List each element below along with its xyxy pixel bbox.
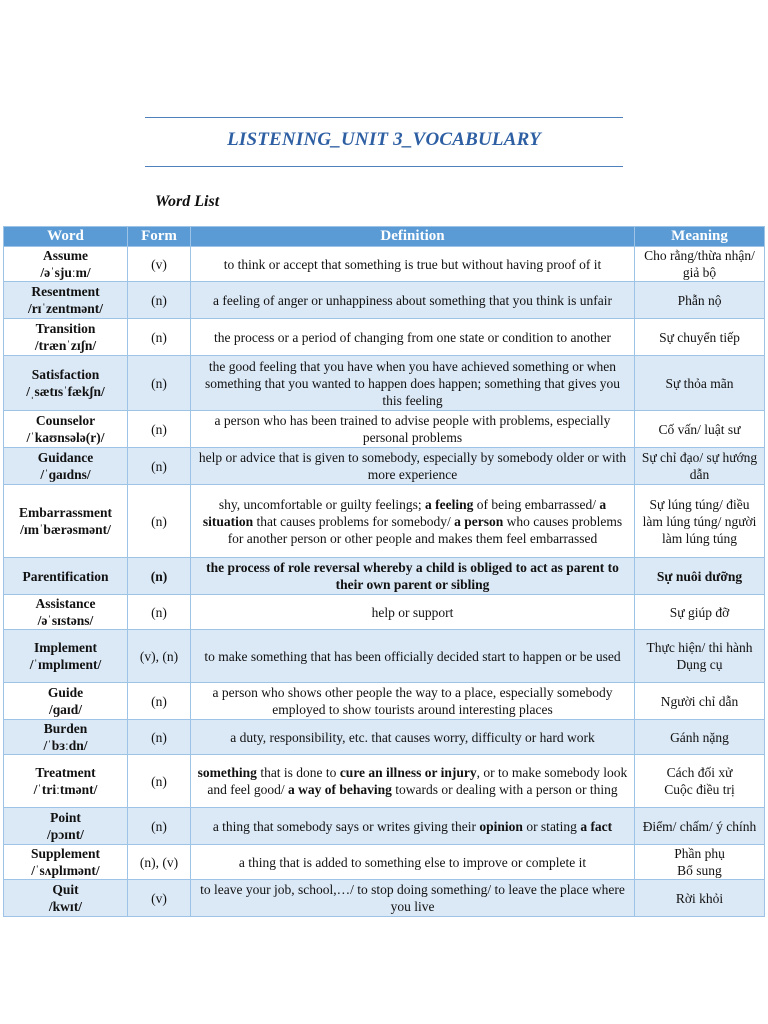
definition-keyword: a person [454, 513, 504, 529]
definition-text: a thing that somebody says or writes giving their [212, 818, 480, 834]
pronunciation-text: /ɡaɪd/ [48, 702, 83, 717]
definition-keyword: cure an illness or injury [339, 765, 477, 780]
meaning-text: Bổ sung [677, 863, 722, 878]
meaning-text: Dụng cụ [676, 657, 723, 672]
word-text: Burden [43, 721, 88, 736]
form-cell: (n) [128, 595, 191, 630]
table-header-row [4, 227, 765, 247]
definition-cell [191, 319, 635, 356]
definition-cell [191, 485, 635, 558]
table-row [4, 683, 765, 720]
meaning-cell [635, 845, 765, 880]
definition-text: of being embarrassed/ [473, 496, 600, 512]
pronunciation-text: /ˈsʌplɪmənt/ [31, 863, 100, 878]
definition-cell [191, 720, 635, 755]
meaning-text: Sự chỉ đạo/ sự hướng dẫn [641, 450, 758, 482]
definition-text: help or advice that is given to somebody, especially by somebody older or with more experience [198, 450, 627, 482]
definition-keyword: a fact [580, 818, 613, 834]
word-cell [4, 880, 128, 917]
pronunciation-text: /ˈɡaɪdns/ [40, 467, 91, 482]
meaning-text: Sự lúng túng/ điều làm lúng túng/ người làm lúng túng [642, 496, 757, 546]
meaning-cell [635, 247, 765, 282]
vocabulary-table-body [4, 247, 765, 917]
table-row [4, 630, 765, 683]
vocabulary-table [3, 226, 765, 917]
meaning-text: Sự thỏa mãn [665, 375, 734, 391]
word-text: Guidance [37, 450, 94, 465]
pronunciation-text: /kwɪt/ [48, 899, 83, 914]
definition-cell [191, 247, 635, 282]
definition-cell [191, 880, 635, 917]
title-top-rule [145, 117, 623, 118]
meaning-text: Điểm/ chấm/ ý chính [642, 818, 757, 834]
table-row [4, 755, 765, 808]
definition-text: a thing that is added to something else to improve or complete it [238, 854, 587, 870]
pronunciation-text: /əˈsɪstəns/ [37, 613, 94, 628]
word-cell [4, 683, 128, 720]
word-cell [4, 558, 128, 595]
form-cell: (n) [128, 282, 191, 319]
pronunciation-text: /ˌsætɪsˈfækʃn/ [26, 384, 105, 399]
table-row [4, 808, 765, 845]
form-cell: (v) [128, 880, 191, 917]
definition-cell [191, 630, 635, 683]
word-text: Parentification [22, 568, 109, 584]
meaning-cell [635, 319, 765, 356]
definition-cell [191, 356, 635, 411]
meaning-text: Thực hiện/ thi hành [646, 640, 753, 655]
table-row [4, 411, 765, 448]
word-text: Embarrassment [19, 505, 112, 520]
definition-text: or stating [522, 818, 581, 834]
definition-cell [191, 448, 635, 485]
pronunciation-text: /trænˈzɪʃn/ [34, 338, 97, 353]
word-cell [4, 411, 128, 448]
form-cell: (n) [128, 558, 191, 595]
form-cell: (n) [128, 448, 191, 485]
definition-text: shy, uncomfortable or guilty feelings; [218, 496, 425, 512]
definition-text: a feeling of anger or unhappiness about something that you think is unfair [213, 292, 612, 308]
word-cell [4, 448, 128, 485]
form-cell: (n) [128, 720, 191, 755]
word-cell [4, 720, 128, 755]
table-row [4, 485, 765, 558]
table-row [4, 282, 765, 319]
definition-cell [191, 558, 635, 595]
pronunciation-text: /ɪmˈbærəsmənt/ [20, 522, 111, 537]
pronunciation-text: /ˈɪmplɪment/ [29, 657, 102, 672]
definition-text: that is done to [256, 765, 340, 780]
word-text: Assistance [35, 596, 96, 611]
table-row [4, 558, 765, 595]
definition-text: who causes problems for another person or other people and makes them feel embarrassed [227, 513, 623, 546]
meaning-cell [635, 595, 765, 630]
word-text: Counselor [35, 413, 96, 428]
word-cell [4, 247, 128, 282]
word-cell [4, 282, 128, 319]
meaning-cell [635, 356, 765, 411]
definition-text: to think or accept that something is true but without having proof of it [223, 256, 602, 272]
document-title: LISTENING_UNIT 3_VOCABULARY [227, 129, 541, 150]
column-header-word: Word [4, 227, 128, 247]
table-row [4, 448, 765, 485]
pronunciation-text: /pɔɪnt/ [47, 827, 84, 842]
column-header-definition: Definition [191, 227, 635, 247]
meaning-cell [635, 485, 765, 558]
definition-text: a person who has been trained to advise people with problems, especially personal problems [214, 413, 611, 445]
word-cell [4, 485, 128, 558]
meaning-text: Cho rằng/thừa nhận/ giả bộ [644, 248, 755, 280]
pronunciation-text: /ˈbɜːdn/ [43, 738, 88, 753]
definition-keyword: opinion [479, 818, 523, 834]
word-text: Assume [42, 248, 88, 263]
meaning-text: Sự chuyển tiếp [659, 329, 740, 345]
definition-cell [191, 411, 635, 448]
word-cell [4, 319, 128, 356]
definition-keyword: something [197, 765, 257, 780]
meaning-cell [635, 755, 765, 808]
meaning-cell [635, 282, 765, 319]
definition-text: a person who shows other people the way to a place, especially somebody employed to show tourists around interesting places [212, 685, 613, 717]
meaning-text: Rời khỏi [675, 890, 724, 906]
meaning-text: Cách đối xử [666, 765, 733, 780]
word-text: Transition [35, 321, 96, 336]
definition-text: , or to make somebody look and feel good/ [207, 765, 628, 797]
title-bottom-rule [145, 166, 623, 167]
meaning-cell [635, 558, 765, 595]
form-cell: (n) [128, 755, 191, 808]
table-row [4, 247, 765, 282]
meaning-text: Cố vấn/ luật sư [658, 421, 741, 437]
meaning-cell [635, 411, 765, 448]
meaning-text: Cuộc điều trị [664, 782, 735, 797]
word-cell [4, 808, 128, 845]
table-row [4, 720, 765, 755]
definition-keyword: the process of role reversal whereby a child is obliged to act as parent to their own parent or sibling [206, 560, 619, 592]
form-cell: (n) [128, 683, 191, 720]
definition-keyword: a way of behaving [288, 782, 392, 797]
definition-text: to make something that has been officially decided start to happen or be used [204, 648, 621, 664]
definition-text: the good feeling that you have when you have achieved something or when something that you wanted to happen does happen; something that gives you this feeling [204, 358, 621, 408]
meaning-text: Sự giúp đỡ [669, 604, 730, 620]
meaning-text: Gánh nặng [670, 729, 729, 745]
definition-text: the process or a period of changing from one state or condition to another [213, 329, 611, 345]
meaning-cell [635, 808, 765, 845]
meaning-cell [635, 448, 765, 485]
pronunciation-text: /əˈsjuːm/ [40, 265, 91, 280]
definition-cell [191, 845, 635, 880]
form-cell: (n) [128, 808, 191, 845]
table-row [4, 880, 765, 917]
word-text: Guide [47, 685, 84, 700]
table-row [4, 845, 765, 880]
meaning-text: Sự nuôi dưỡng [656, 568, 743, 584]
definition-cell [191, 595, 635, 630]
word-cell [4, 845, 128, 880]
definition-text: to leave your job, school,…/ to stop doing something/ to leave the place where you live [200, 882, 625, 914]
meaning-text: Người chỉ dẫn [660, 693, 739, 709]
word-cell [4, 755, 128, 808]
definition-text: help or support [371, 604, 454, 620]
word-text: Satisfaction [31, 367, 100, 382]
table-row [4, 319, 765, 356]
meaning-cell [635, 880, 765, 917]
definition-text: towards or dealing with a person or thing [391, 782, 618, 797]
definition-cell [191, 683, 635, 720]
word-cell [4, 630, 128, 683]
form-cell: (n) [128, 485, 191, 558]
word-cell [4, 595, 128, 630]
word-text: Supplement [30, 846, 101, 861]
form-cell: (v), (n) [128, 630, 191, 683]
form-cell: (n) [128, 356, 191, 411]
definition-text: that causes problems for somebody/ [253, 513, 455, 529]
meaning-text: Phần phụ [674, 846, 725, 861]
word-text: Treatment [35, 765, 96, 780]
definition-text: a duty, responsibility, etc. that causes worry, difficulty or hard work [230, 729, 595, 745]
form-cell: (v) [128, 247, 191, 282]
table-row [4, 356, 765, 411]
word-list-heading: Word List [155, 193, 220, 210]
definition-keyword: a situation [202, 496, 607, 529]
form-cell: (n) [128, 411, 191, 448]
definition-cell [191, 282, 635, 319]
form-cell: (n) [128, 319, 191, 356]
word-text: Resentment [31, 284, 100, 299]
form-cell: (n), (v) [128, 845, 191, 880]
meaning-cell [635, 720, 765, 755]
pronunciation-text: /ˈtriːtmənt/ [33, 782, 98, 797]
pronunciation-text: /ˈkaʊnsələ(r)/ [26, 430, 105, 445]
definition-cell [191, 808, 635, 845]
pronunciation-text: /rɪˈzentmənt/ [27, 301, 104, 316]
word-text: Quit [52, 882, 79, 897]
column-header-form: Form [128, 227, 191, 247]
word-cell [4, 356, 128, 411]
word-text: Implement [34, 640, 97, 655]
word-text: Point [50, 810, 81, 825]
definition-cell [191, 755, 635, 808]
column-header-meaning: Meaning [635, 227, 765, 247]
meaning-cell [635, 630, 765, 683]
meaning-text: Phẫn nộ [677, 292, 722, 308]
table-row [4, 595, 765, 630]
meaning-cell [635, 683, 765, 720]
definition-keyword: a feeling [425, 496, 474, 512]
